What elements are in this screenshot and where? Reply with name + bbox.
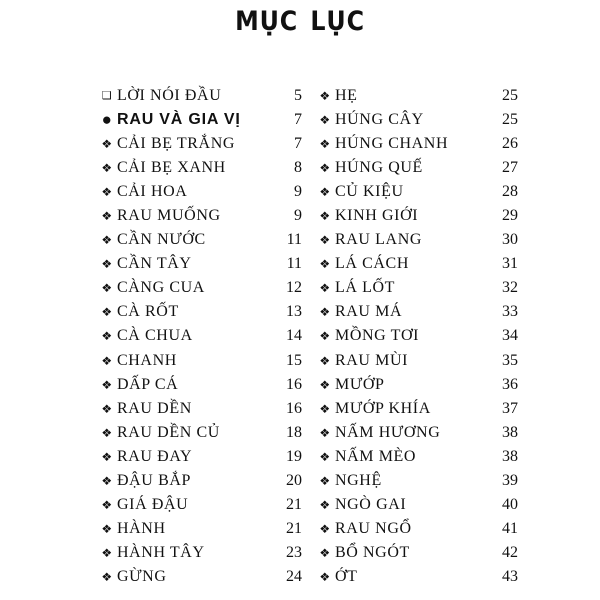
toc-entry-label: RAU MUỐNG [117, 207, 221, 225]
toc-entry-page-number: 23 [286, 543, 302, 561]
toc-entry [318, 445, 518, 469]
toc-entry [318, 541, 518, 565]
toc-entry-label: CẢI HOA [117, 183, 188, 201]
toc-entry [318, 252, 518, 276]
diamond-bullet-icon: ❖ [101, 233, 113, 248]
toc-entry-label: RAU MÁ [335, 303, 403, 321]
toc-entry-page-number: 16 [286, 375, 302, 393]
toc-entry-label: CỦ KIỆU [335, 183, 404, 201]
diamond-bullet-icon: ❖ [319, 281, 331, 296]
toc-entry [100, 373, 302, 397]
page-title-word: LỤC [310, 6, 365, 37]
toc-entry-label: HÚNG CHANH [335, 135, 449, 153]
diamond-bullet-icon: ❖ [101, 329, 113, 344]
diamond-bullet-icon: ❖ [101, 257, 113, 272]
toc-entry-label: CẢI BẸ TRẮNG [117, 135, 236, 153]
toc-entry-page-number: 7 [294, 111, 302, 129]
toc-entry-page-number: 43 [502, 567, 518, 585]
toc-entry-label: RAU DỀN CỦ [117, 423, 220, 441]
diamond-bullet-icon: ❖ [319, 545, 331, 560]
toc-entry-page-number: 19 [286, 447, 302, 465]
toc-entry-label: LÁ CÁCH [335, 255, 409, 273]
diamond-bullet-icon: ❖ [101, 401, 113, 416]
toc-entry-page-number: 29 [502, 207, 518, 225]
toc-entry-page-number: 21 [286, 519, 302, 537]
toc-entry [100, 397, 302, 421]
toc-entry-page-number: 40 [502, 495, 518, 513]
toc-entry-page-number: 37 [502, 399, 518, 417]
toc-entry-label: NGÒ GAI [335, 495, 407, 513]
toc-entry-label: RAU VÀ GIA VỊ [117, 111, 241, 129]
toc-entry-label: LỜI NÓI ĐẦU [117, 87, 222, 104]
toc-entry [100, 445, 302, 469]
toc-entry-page-number: 13 [286, 303, 302, 321]
toc-entry-page-number: 18 [286, 423, 302, 441]
toc-entry-label: RAU ĐAY [117, 447, 193, 465]
toc-column-left [100, 84, 302, 589]
toc-entry [100, 132, 302, 156]
diamond-bullet-icon: ❖ [101, 185, 113, 200]
toc-entry-page-number: 11 [286, 255, 302, 273]
toc-entry [100, 84, 302, 108]
toc-entry [318, 132, 518, 156]
toc-entry [100, 421, 302, 445]
toc-entry-label: MƯỚP KHÍA [335, 399, 431, 417]
toc-entry [100, 541, 302, 565]
diamond-bullet-icon: ❖ [319, 305, 331, 320]
diamond-bullet-icon: ❖ [319, 449, 331, 464]
toc-entry-page-number: 15 [286, 351, 302, 369]
toc-entry-page-number: 31 [502, 255, 518, 273]
toc-entry-label: CÀNG CUA [117, 279, 205, 297]
toc-entry-page-number: 33 [502, 303, 518, 321]
diamond-bullet-icon: ❖ [101, 473, 113, 488]
diamond-bullet-icon: ❖ [319, 329, 331, 344]
toc-entry [100, 517, 302, 541]
toc-entry-label: NẤM MÈO [335, 447, 417, 465]
toc-entry-page-number: 39 [502, 471, 518, 489]
diamond-bullet-icon: ❖ [101, 305, 113, 320]
toc-entry [318, 421, 518, 445]
toc-entry-label: RAU DỀN [117, 399, 192, 417]
toc-entry [318, 373, 518, 397]
toc-entry [100, 108, 302, 132]
toc-entry [318, 469, 518, 493]
toc-entry-label: CÀ RỐT [117, 303, 179, 321]
toc-entry-page-number: 12 [286, 279, 302, 297]
toc-entry-page-number: 8 [294, 159, 302, 177]
toc-entry-label: ĐẬU BẮP [117, 471, 191, 489]
toc-entry [318, 493, 518, 517]
toc-entry-page-number: 41 [502, 519, 518, 537]
diamond-bullet-icon: ❖ [319, 89, 331, 103]
toc-entry [318, 517, 518, 541]
toc-entry [100, 228, 302, 252]
diamond-bullet-icon: ❖ [319, 233, 331, 248]
toc-entry-page-number: 25 [502, 87, 518, 104]
diamond-bullet-icon: ❖ [319, 113, 331, 128]
toc-entry-page-number: 36 [502, 375, 518, 393]
toc-entry-page-number: 38 [502, 423, 518, 441]
toc-entry-page-number: 9 [294, 207, 302, 225]
toc-entry-page-number: 9 [294, 183, 302, 201]
toc-entry-label: HÀNH [117, 519, 166, 537]
toc-entry-page-number: 42 [502, 543, 518, 561]
toc-entry [318, 349, 518, 373]
diamond-bullet-icon: ❖ [319, 401, 331, 416]
diamond-bullet-icon: ❖ [101, 209, 113, 224]
toc-entry-page-number: 7 [294, 135, 302, 153]
toc-entry-label: BỔ NGÓT [335, 543, 410, 561]
diamond-bullet-icon: ❖ [319, 497, 331, 512]
diamond-bullet-icon: ❖ [319, 425, 331, 440]
toc-entry-label: NẤM HƯƠNG [335, 423, 441, 441]
diamond-bullet-icon: ❖ [319, 377, 331, 392]
toc-entry-label: ỚT [335, 567, 358, 585]
diamond-bullet-icon: ❖ [319, 473, 331, 488]
toc-entry-page-number: 30 [502, 231, 518, 249]
toc-entry [318, 300, 518, 324]
diamond-bullet-icon: ❖ [101, 521, 113, 536]
diamond-bullet-icon: ❖ [319, 161, 331, 176]
toc-column-right [318, 84, 518, 589]
toc-entry-page-number: 34 [502, 327, 518, 345]
toc-entry-page-number: 24 [286, 567, 302, 585]
toc-entry-label: NGHỆ [335, 471, 382, 489]
toc-entry [100, 469, 302, 493]
toc-entry-page-number: 21 [286, 495, 302, 513]
toc-entry-label: HẸ [335, 87, 358, 104]
diamond-bullet-icon: ❖ [319, 185, 331, 200]
toc-entry-page-number: 25 [502, 111, 518, 129]
toc-entry-label: GỪNG [117, 567, 167, 585]
diamond-bullet-icon: ❖ [319, 137, 331, 152]
toc-entry-page-number: 38 [502, 447, 518, 465]
toc-entry-label: HÀNH TÂY [117, 543, 205, 561]
diamond-bullet-icon: ❖ [101, 569, 113, 584]
diamond-bullet-icon: ❖ [101, 377, 113, 392]
toc-entry-label: MƯỚP [335, 375, 385, 393]
diamond-bullet-icon: ❖ [101, 497, 113, 512]
toc-entry [318, 84, 518, 108]
toc-entry-page-number: 20 [286, 471, 302, 489]
toc-entry-page-number: 28 [502, 183, 518, 201]
toc-entry-page-number: 26 [502, 135, 518, 153]
toc-entry-page-number: 14 [286, 327, 302, 345]
toc-entry-page-number: 11 [286, 231, 302, 249]
toc-entry [100, 324, 302, 348]
diamond-bullet-icon: ❖ [319, 257, 331, 272]
toc-entry [318, 204, 518, 228]
toc-entry-label: LÁ LỐT [335, 279, 396, 297]
diamond-bullet-icon: ❖ [101, 281, 113, 296]
diamond-bullet-icon: ❖ [101, 161, 113, 176]
toc-entry-page-number: 27 [502, 159, 518, 177]
toc-entry-label: RAU NGỔ [335, 519, 412, 537]
toc-entry-label: MỒNG TƠI [335, 327, 420, 345]
page-title-word: MỤC [235, 6, 299, 37]
toc-entry [318, 228, 518, 252]
toc-entry [100, 349, 302, 373]
toc-entry [100, 180, 302, 204]
toc-entry [100, 276, 302, 300]
toc-entry-label: CẢI BẸ XANH [117, 159, 226, 177]
toc-entry [318, 324, 518, 348]
toc-entry-label: KINH GIỚI [335, 207, 419, 225]
toc-entry-page-number: 16 [286, 399, 302, 417]
toc-entry-page-number: 35 [502, 351, 518, 369]
page-title [36, 6, 564, 37]
toc-entry [318, 397, 518, 421]
toc-entry-page-number: 5 [294, 87, 302, 104]
toc-entry [100, 252, 302, 276]
diamond-bullet-icon: ❖ [319, 209, 331, 224]
checkbox-bullet-icon: ❑ [101, 90, 113, 102]
toc-entry [100, 204, 302, 228]
diamond-bullet-icon: ❖ [101, 425, 113, 440]
diamond-bullet-icon: ❖ [101, 545, 113, 560]
diamond-bullet-icon: ❖ [319, 521, 331, 536]
toc-entry-label: HÚNG QUẾ [335, 159, 423, 177]
toc-entry-label: CẦN NƯỚC [117, 231, 206, 249]
diamond-bullet-icon: ❖ [101, 449, 113, 464]
toc-entry [100, 300, 302, 324]
toc-entry [100, 156, 302, 180]
toc-entry-label: CÀ CHUA [117, 327, 193, 345]
toc-entry [318, 180, 518, 204]
diamond-bullet-icon: ❖ [101, 137, 113, 152]
dot-bullet-icon: ● [101, 110, 113, 130]
toc-entry [318, 108, 518, 132]
toc-entry-label: DẤP CÁ [117, 375, 179, 393]
toc-entry [100, 493, 302, 517]
diamond-bullet-icon: ❖ [101, 353, 113, 368]
toc-entry [100, 565, 302, 589]
toc-entry [318, 276, 518, 300]
toc-entry-label: HÚNG CÂY [335, 111, 424, 129]
toc-entry-label: RAU MÙI [335, 351, 409, 369]
toc-entry-page-number: 32 [502, 279, 518, 297]
toc-entry [318, 156, 518, 180]
diamond-bullet-icon: ❖ [319, 569, 331, 584]
toc-entry-label: RAU LANG [335, 231, 423, 249]
toc-entry-label: GIÁ ĐẬU [117, 495, 189, 513]
toc-entry-label: CHANH [117, 351, 177, 369]
diamond-bullet-icon: ❖ [319, 353, 331, 368]
toc-entry [318, 565, 518, 589]
toc-entry-label: CẦN TÂY [117, 255, 192, 273]
